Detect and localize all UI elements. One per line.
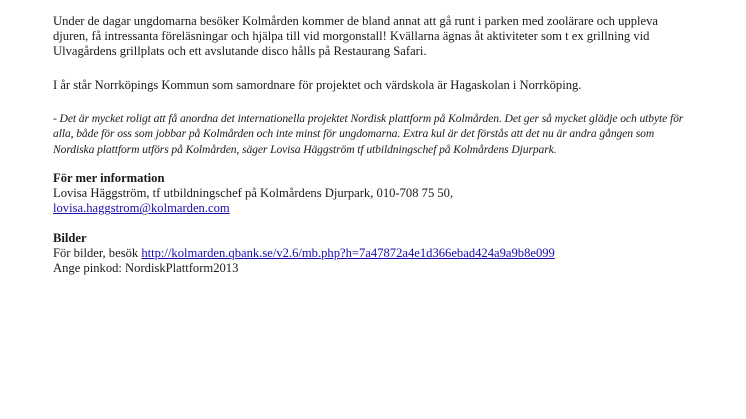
images-link-line	[53, 246, 686, 261]
images-title: Bilder	[53, 230, 87, 245]
body-paragraph-coordinator: I år står Norrköpings Kommun som samordnare för projektet och värdskola är Hagaskolan i Norrköping.	[53, 77, 582, 92]
pin-code-line: Ange pinkod: NordiskPlattform2013	[53, 261, 239, 276]
quote-paragraph: - Det är mycket roligt att få anordna det internationella projektet Nordisk plattform på Kolmården. Det ger så mycket glädje och utbyte för alla, både för oss som jobbar på Kolmården och inte minst för ungdomarna. Extra kul är det förstås att det nu är andra gången som Nordiska plattform utförs på Kolmården, säger Lovisa Häggström tf utbildningschef på Kolmårdens Djurpark.	[53, 111, 684, 156]
more-info-title: För mer information	[53, 171, 165, 186]
images-bank-link[interactable]: http://kolmarden.qbank.se/v2.6/mb.php?h=7a47872a4e1d366ebad424a9a9b8e099	[141, 245, 555, 260]
contact-email-link[interactable]: lovisa.haggstrom@kolmarden.com	[53, 201, 230, 216]
more-info-section	[53, 171, 686, 217]
contact-line: Lovisa Häggström, tf utbildningschef på Kolmårdens Djurpark, 010-708 75 50,	[53, 186, 454, 201]
images-section	[53, 231, 686, 277]
body-paragraph-activities: Under de dagar ungdomarna besöker Kolmården kommer de bland annat att gå runt i parken med zoolärare och uppleva djuren, få intressanta föreläsningar och hjälpa till vid morgonstall! Kvällarna ägnas åt aktiviteter som t ex grillning vid Ulvagårdens grillplats och ett avslutande disco hålls på Restaurang Safari.	[53, 14, 658, 59]
images-link-prefix: För bilder, besök	[53, 245, 142, 260]
